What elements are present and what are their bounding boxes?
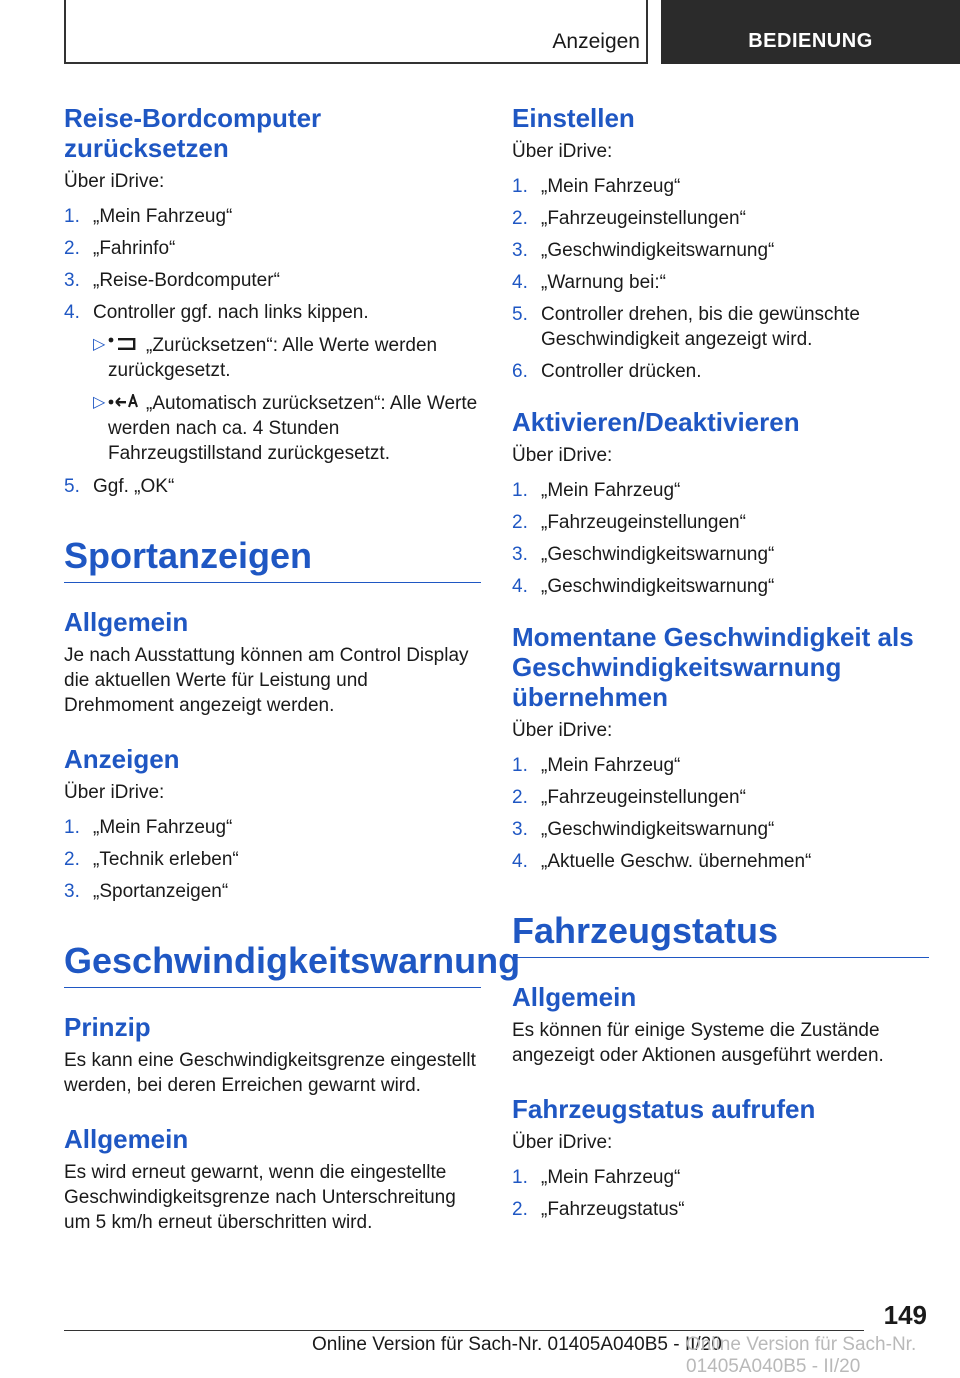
step-text: „Fahrzeugeinstellungen“ <box>541 787 746 808</box>
step-text: Ggf. „OK“ <box>93 476 175 497</box>
step-number: 3. <box>64 881 80 902</box>
step-text: „Geschwindigkeitswarnung“ <box>541 240 775 261</box>
step-number: 3. <box>64 270 80 291</box>
heading-adopt-speed: Momentane Geschwindigkeit als Geschwindigkeitswarnung übernehmen <box>512 622 914 712</box>
list-item <box>64 204 481 229</box>
list-item <box>512 542 929 567</box>
heading-activate: Aktivieren/Deaktivieren <box>512 407 800 437</box>
heading-principle: Prinzip <box>64 1012 151 1042</box>
heading-general: Allgemein <box>64 607 189 637</box>
steps-trip-reset <box>64 204 481 499</box>
intro-text: Über iDrive: <box>64 171 165 192</box>
triangle-marker-icon: ▷ <box>93 394 106 411</box>
intro-text: Über iDrive: <box>512 720 613 741</box>
intro-text: Über iDrive: <box>512 141 613 162</box>
steps-adopt-speed <box>512 753 929 874</box>
step-text: „Mein Fahrzeug“ <box>93 817 233 838</box>
body-text: Es wird erneut gewarnt, wenn die eingestellte Geschwindigkeitsgrenze nach Unterschreitung um 5 km/h erneut überschritten wird. <box>64 1162 456 1233</box>
intro-text: Über iDrive: <box>512 1132 613 1153</box>
step-text: „Mein Fahrzeug“ <box>541 1167 681 1188</box>
auto-reset-icon <box>108 394 140 410</box>
step-number: 4. <box>64 302 80 323</box>
list-item <box>64 847 481 872</box>
sub-option-auto-reset <box>93 391 481 466</box>
step-text: „Sportanzeigen“ <box>93 881 229 902</box>
page-number: 149 <box>883 1300 927 1330</box>
reset-trip-icon <box>108 336 140 352</box>
step-number: 1. <box>512 176 528 197</box>
footer-watermark: Online Version für Sach-Nr. 01405A040B5 - II/20 <box>686 1334 917 1377</box>
sub-option-text: „Zurücksetzen“: Alle Werte werden zurückgesetzt. <box>108 335 438 381</box>
step-text: „Mein Fahrzeug“ <box>541 480 681 501</box>
list-item <box>512 849 929 874</box>
heading-trip-reset: Reise-Bordcomputer zurücksetzen <box>64 103 322 163</box>
step-number: 1. <box>512 480 528 501</box>
steps-vehicle-status <box>512 1165 929 1222</box>
heading-speed-warning: Geschwindigkeitswarnung <box>64 941 481 988</box>
step-number: 3. <box>512 819 528 840</box>
heading-general: Allgemein <box>512 982 637 1012</box>
heading-call-status: Fahrzeugstatus aufrufen <box>512 1094 816 1124</box>
list-item <box>512 753 929 778</box>
list-item <box>512 174 929 199</box>
list-item <box>64 474 481 499</box>
step-text: „Fahrzeugeinstellungen“ <box>541 512 746 533</box>
step-text: „Aktuelle Geschw. übernehmen“ <box>541 851 812 872</box>
intro-text: Über iDrive: <box>64 782 165 803</box>
step-number: 2. <box>512 512 528 533</box>
footer-divider <box>64 1330 864 1331</box>
left-column <box>64 103 521 1245</box>
steps-settings <box>512 174 929 384</box>
step-number: 2. <box>512 787 528 808</box>
step-number: 4. <box>512 851 528 872</box>
heading-settings: Einstellen <box>512 103 635 133</box>
step-text: Controller drehen, bis die gewünschte Geschwindigkeit angezeigt wird. <box>541 304 860 350</box>
list-item <box>512 270 929 295</box>
heading-general: Allgemein <box>64 1124 189 1154</box>
step-text: „Reise-Bordcomputer“ <box>93 270 280 291</box>
step-text: „Mein Fahrzeug“ <box>93 206 233 227</box>
list-item <box>512 206 929 231</box>
right-column <box>512 103 929 1229</box>
step-text: „Fahrzeugeinstellungen“ <box>541 208 746 229</box>
intro-text: Über iDrive: <box>512 445 613 466</box>
step-number: 3. <box>512 240 528 261</box>
step-number: 4. <box>512 576 528 597</box>
step-number: 1. <box>512 755 528 776</box>
step-text: „Geschwindigkeitswarnung“ <box>541 544 775 565</box>
step-text: „Warnung bei:“ <box>541 272 666 293</box>
list-item <box>512 785 929 810</box>
step-number: 1. <box>512 1167 528 1188</box>
list-item <box>512 359 929 384</box>
step-number: 2. <box>64 238 80 259</box>
body-text: Es können für einige Systeme die Zustände angezeigt oder Aktionen ausgeführt werden. <box>512 1020 884 1066</box>
list-item <box>64 300 481 466</box>
step-text: „Mein Fahrzeug“ <box>541 176 681 197</box>
header-section-title: Anzeigen <box>552 30 640 53</box>
footer-text: Online Version für Sach-Nr. 01405A040B5 - II/20 <box>312 1334 722 1355</box>
list-item <box>64 879 481 904</box>
body-text: Es kann eine Geschwindigkeitsgrenze eingestellt werden, bei deren Erreichen gewarnt wird. <box>64 1050 476 1096</box>
sub-option-text: „Automatisch zurücksetzen“: Alle Werte werden nach ca. 4 Stunden Fahrzeugstillstand zurückgesetzt. <box>108 393 478 464</box>
list-item <box>64 815 481 840</box>
sub-options <box>93 333 481 466</box>
step-number: 6. <box>512 361 528 382</box>
steps-activate <box>512 478 929 599</box>
step-text: „Geschwindigkeitswarnung“ <box>541 576 775 597</box>
list-item <box>512 817 929 842</box>
sub-option-reset <box>93 333 481 383</box>
list-item <box>512 574 929 599</box>
list-item <box>64 268 481 293</box>
step-text: Controller ggf. nach links kippen. <box>93 302 369 323</box>
step-number: 5. <box>64 476 80 497</box>
step-number: 2. <box>512 1199 528 1220</box>
steps-sport-displays <box>64 815 481 904</box>
list-item <box>64 236 481 261</box>
step-number: 1. <box>64 817 80 838</box>
step-text: „Geschwindigkeitswarnung“ <box>541 819 775 840</box>
list-item <box>512 1165 929 1190</box>
step-number: 5. <box>512 304 528 325</box>
heading-vehicle-status: Fahrzeugstatus <box>512 911 929 958</box>
step-number: 4. <box>512 272 528 293</box>
body-text: Je nach Ausstattung können am Control Display die aktuellen Werte für Leistung und Drehmoment angezeigt werden. <box>64 645 469 716</box>
list-item <box>512 1197 929 1222</box>
step-text: „Technik erleben“ <box>93 849 239 870</box>
step-text: „Fahrinfo“ <box>93 238 176 259</box>
list-item <box>512 510 929 535</box>
step-text: Controller drücken. <box>541 361 702 382</box>
list-item <box>512 302 929 352</box>
step-text: „Mein Fahrzeug“ <box>541 755 681 776</box>
heading-display: Anzeigen <box>64 744 180 774</box>
step-number: 2. <box>64 849 80 870</box>
list-item <box>512 478 929 503</box>
step-number: 3. <box>512 544 528 565</box>
step-number: 1. <box>64 206 80 227</box>
triangle-marker-icon: ▷ <box>93 336 106 353</box>
header-chapter-tab: BEDIENUNG <box>661 0 960 64</box>
step-text: „Fahrzeugstatus“ <box>541 1199 685 1220</box>
list-item <box>512 238 929 263</box>
step-number: 2. <box>512 208 528 229</box>
heading-sport-displays: Sportanzeigen <box>64 536 481 583</box>
